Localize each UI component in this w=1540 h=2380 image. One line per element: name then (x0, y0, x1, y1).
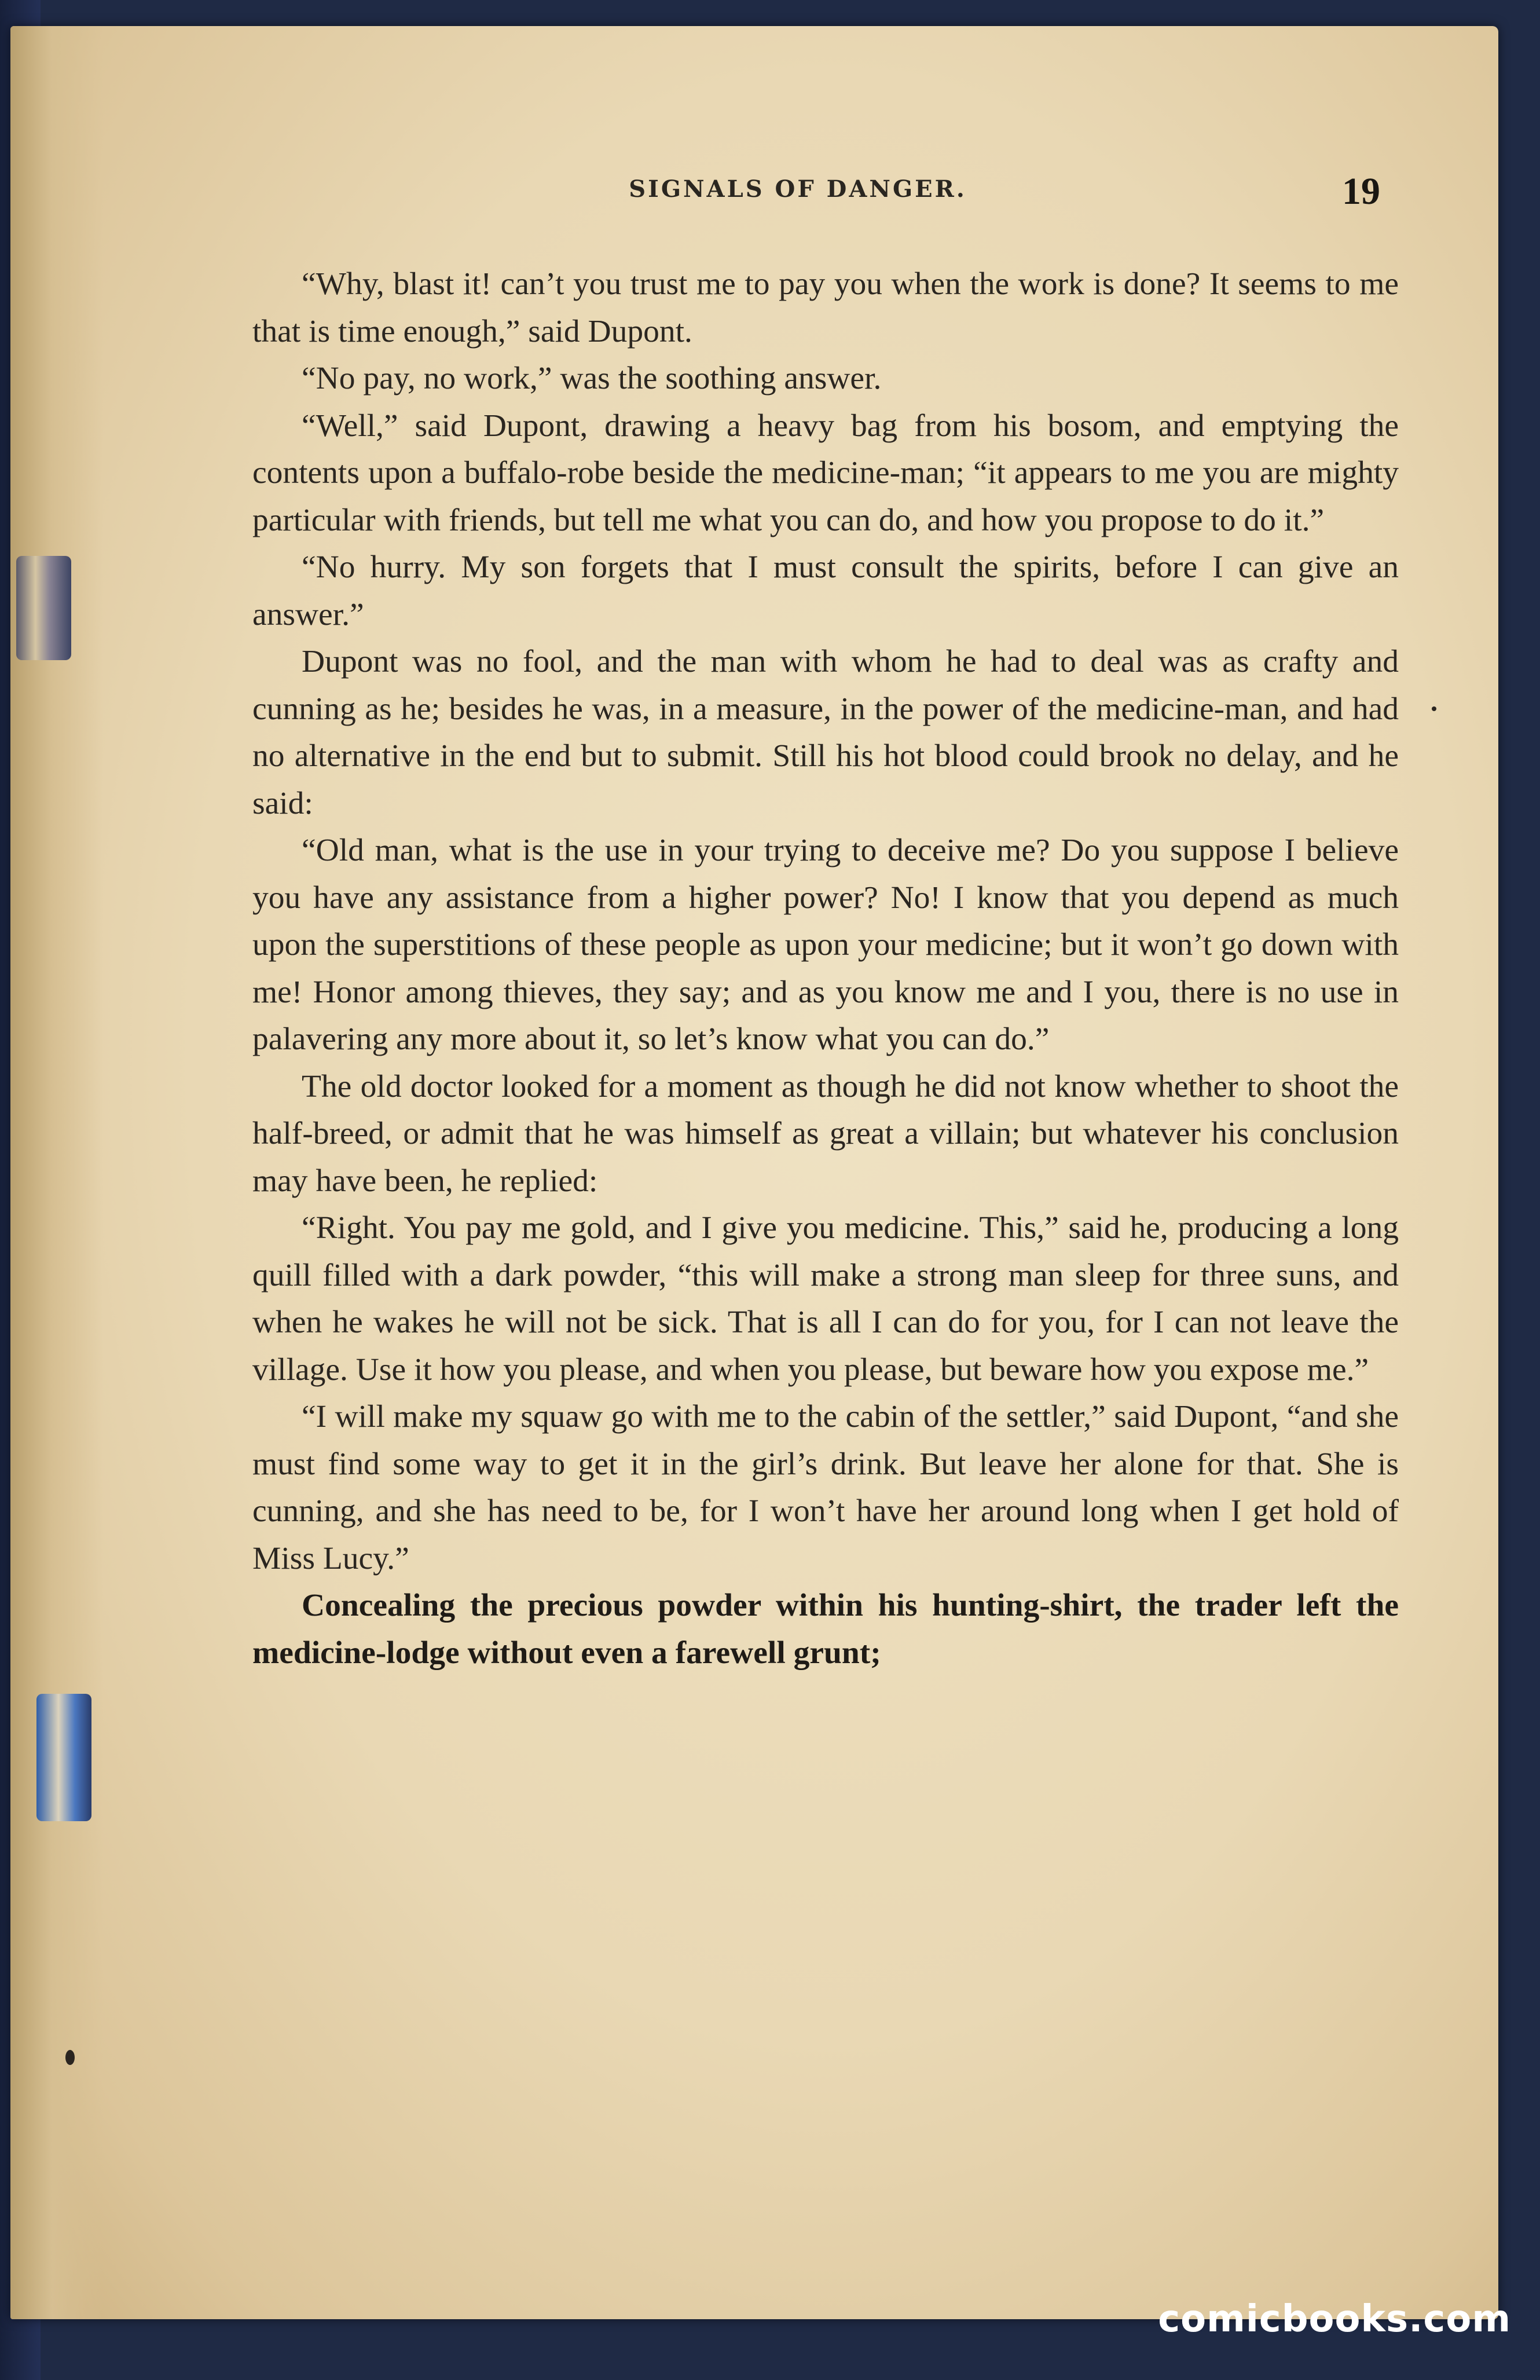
paragraph: “I will make my squaw go with me to the cabin of the settler,” said Dupont, “and she must find some way to get it in the girl’s drink. But leave her alone for that. She is cunning, and she has need to be, for I won’t have her around long when I get hold of Miss Lucy.” (252, 1399, 1399, 1576)
binding-stitch (16, 556, 71, 660)
paragraph: “No hurry. My son forgets that I must consult the spirits, before I can give an answer.” (252, 550, 1399, 632)
body-text (252, 261, 1399, 1676)
ink-speck (65, 2050, 75, 2065)
paragraph: “Well,” said Dupont, drawing a heavy bag from his bosom, and emptying the contents upon a buffalo-robe beside the medicine-man; “it appears to me you are mighty particular with friends, but tell me what you can do, and how you propose to do it.” (252, 408, 1399, 538)
paragraph: “No pay, no work,” was the soothing answer. (302, 361, 882, 396)
watermark-logo: comicbooks.com (1158, 2298, 1511, 2341)
paragraph: “Old man, what is the use in your trying to deceive me? Do you suppose I believe you have any assistance from a higher power? No! I know that you depend as much upon the superstitions of these people as upon your medicine; but it won’t go down with me! Honor among thieves, they say; and as you know me and I you, there is no use in palavering any more about it, so let’s know what you can do.” (252, 833, 1399, 1057)
page-gutter (10, 26, 103, 2319)
paragraph: “Right. You pay me gold, and I give you medicine. This,” said he, producing a long quill filled with a dark powder, “this will make a strong man sleep for three suns, and when he wakes he will not be sick. That is all I can do for you, for I can not leave the village. Use it how you please, and when you please, but beware how you expose me.” (252, 1210, 1399, 1387)
paragraph: “Why, blast it! can’t you trust me to pay you when the work is done? It seems to me that is time enough,” said Dupont. (252, 266, 1399, 349)
book-page (10, 26, 1498, 2319)
paragraph: Dupont was no fool, and the man with whom he had to deal was as crafty and cunning as he; besides he was, in a measure, in the power of the medicine-man, and had no alternative in the end but to submit. Still his hot blood could brook no delay, and he said: (252, 644, 1399, 821)
ink-speck (1432, 706, 1436, 711)
page-number: 19 (1342, 170, 1380, 213)
running-head-title: SIGNALS OF DANGER. (629, 175, 967, 203)
running-head (10, 170, 1498, 222)
paragraph: Concealing the precious powder within his hunting-shirt, the trader left the medicine-lodge without even a farewell grunt; (252, 1588, 1399, 1671)
paragraph: The old doctor looked for a moment as though he did not know whether to shoot the half-breed, or admit that he was himself as great a villain; but whatever his conclusion may have been, he replied: (252, 1068, 1399, 1199)
binding-stitch (36, 1694, 91, 1821)
